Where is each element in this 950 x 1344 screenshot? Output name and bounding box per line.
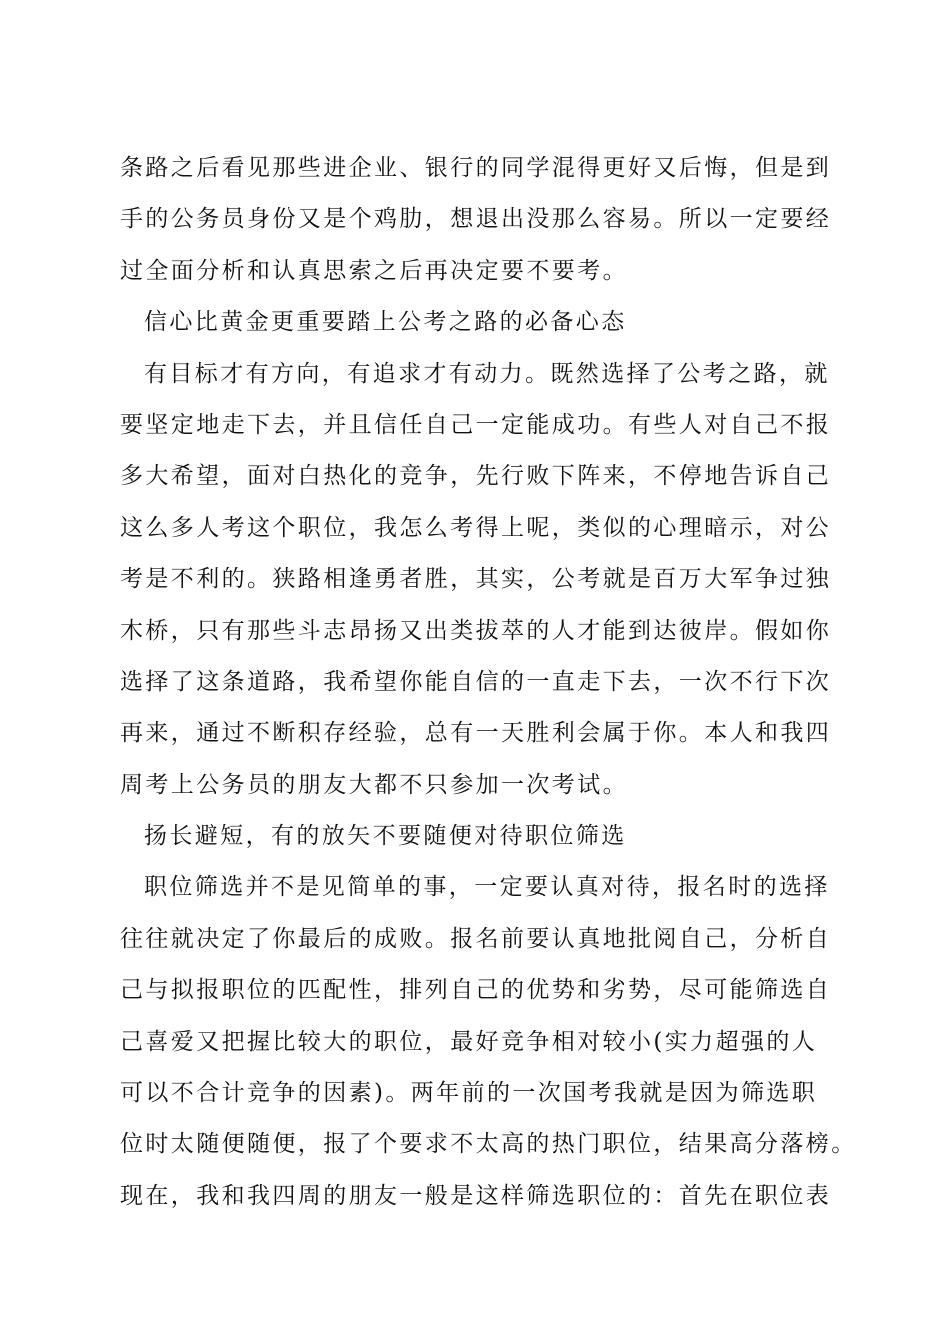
text-line: 这么多人考这个职位，我怎么考得上呢，类似的心理暗示，对公: [120, 514, 832, 541]
text-line: 过全面分析和认真思索之后再决定要不要考。: [120, 257, 628, 284]
text-line: 多大希望，面对白热化的竞争，先行败下阵来，不停地告诉自己: [120, 463, 832, 490]
text-line: 木桥，只有那些斗志昂扬又出类拔萃的人才能到达彼岸。假如你: [120, 617, 832, 644]
text-line: 可以不合计竞争的因素)。两年前的一次国考我就是因为筛选职: [120, 1080, 818, 1107]
text-line: 手的公务员身份又是个鸡肋，想退出没那么容易。所以一定要经: [120, 206, 832, 233]
text-line: 条路之后看见那些进企业、银行的同学混得更好又后悔，但是到: [120, 155, 832, 181]
paragraph-first-line: 有目标才有方向，有追求才有动力。既然选择了公考之路，就: [144, 360, 830, 387]
text-line: 周考上公务员的朋友大都不只参加一次考试。: [120, 771, 628, 798]
text-line: 位时太随便随便，报了个要求不太高的热门职位，结果高分落榜。: [120, 1131, 857, 1158]
text-line: 现在，我和我四周的朋友一般是这样筛选职位的：首先在职位表: [120, 1182, 832, 1209]
text-line: 己与拟报职位的匹配性，排列自己的优势和劣势，尽可能筛选自: [120, 977, 832, 1004]
text-line: 往往就决定了你最后的成败。报名前要认真地批阅自己，分析自: [120, 925, 832, 952]
paragraph-first-line: 信心比黄金更重要踏上公考之路的必备心态: [144, 309, 627, 336]
paragraph-first-line: 扬长避短，有的放矢不要随便对待职位筛选: [144, 823, 627, 850]
text-line: 己喜爱又把握比较大的职位，最好竞争相对较小(实力超强的人: [120, 1028, 818, 1055]
text-line: 考是不利的。狭路相逢勇者胜，其实，公考就是百万大军争过独: [120, 566, 832, 593]
text-line: 再来，通过不断积存经验，总有一天胜利会属于你。本人和我四: [120, 720, 832, 747]
paragraph-first-line: 职位筛选并不是见简单的事，一定要认真对待，报名时的选择: [144, 874, 830, 901]
text-line: 选择了这条道路，我希望你能自信的一直走下去，一次不行下次: [120, 668, 832, 695]
text-line: 要坚定地走下去，并且信任自己一定能成功。有些人对自己不报: [120, 411, 832, 438]
body-text: [120, 143, 857, 1222]
